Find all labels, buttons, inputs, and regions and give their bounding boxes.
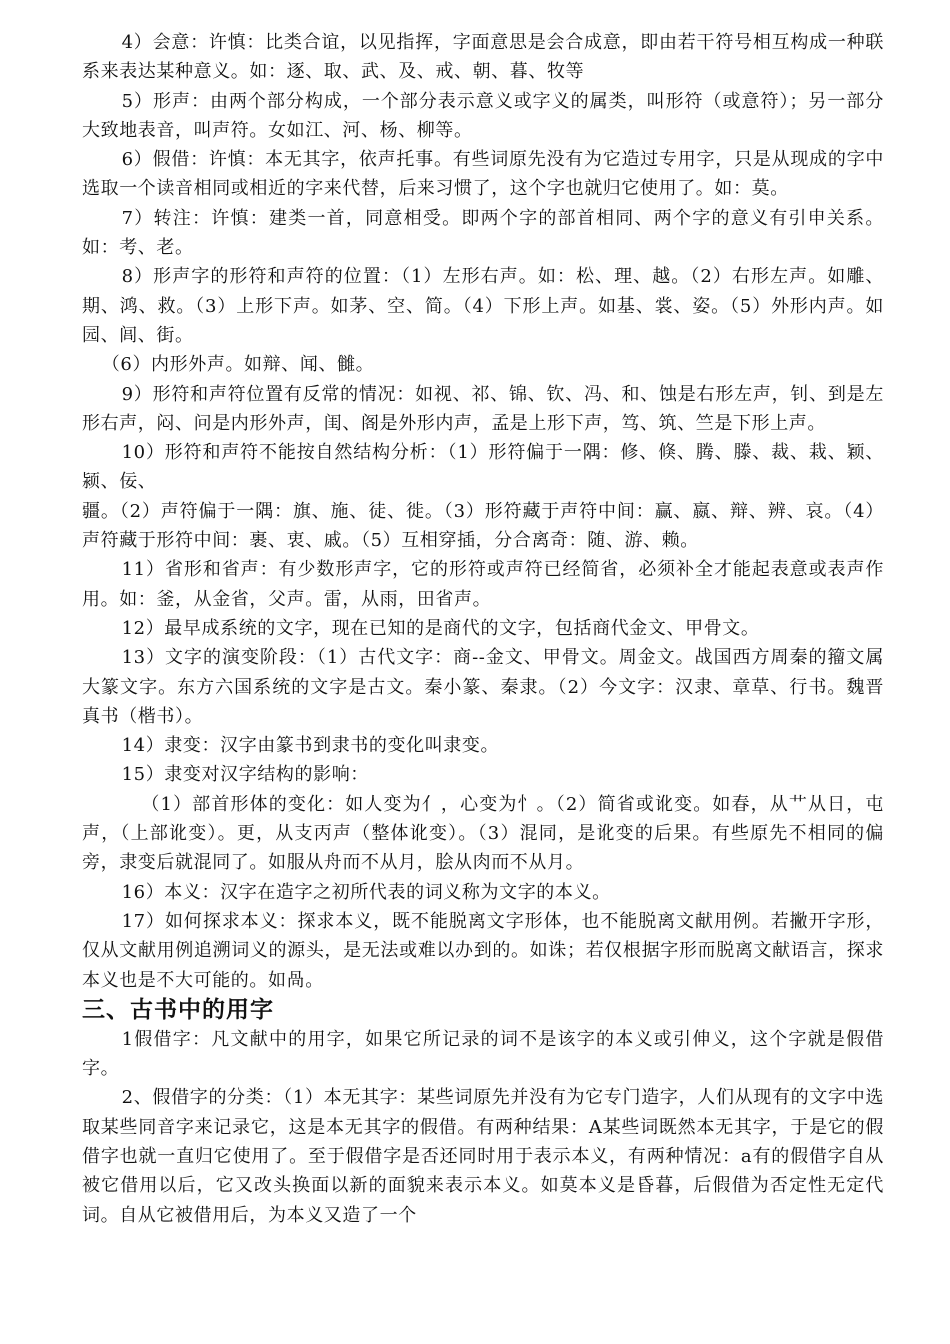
paragraph-4: 4）会意：许慎：比类合谊，以见指挥，字面意思是会合成意，即由若干符号相互构成一种联系来表达某种意义。如：逐、取、武、及、戒、朝、暮、牧等 [82, 32, 884, 83]
paragraph-6: 6）假借：许慎：本无其字，依声托事。有些词原先没有为它造过专用字，只是从现成的字中选取一个读音相同或相近的字来代替，后来习惯了，这个字也就归它使用了。如：莫。 [82, 149, 884, 200]
paragraph-8: 8）形声字的形符和声符的位置：（1）左形右声。如：松、理、越。（2）右形左声。如雕、期、鸿、救。（3）上形下声。如茅、空、简。（4）下形上声。如基、裳、姿。（5）外形内声。如园、闾、街。 [82, 266, 884, 346]
paragraph-5: 5）形声：由两个部分构成，一个部分表示意义或字义的属类，叫形符（或意符）；另一部分大致地表音，叫声符。女如江、河、杨、柳等。 [82, 90, 884, 141]
paragraph-13: 13）文字的演变阶段：（1）古代文字：商--金文、甲骨文。周金文。战国西方周秦的籀文属大篆文字。东方六国系统的文字是古文。秦小篆、秦隶。（2）今文字：汉隶、章草、行书。魏晋真书（楷书）。 [82, 647, 884, 727]
paragraph-10-continued: 疆。（2）声符偏于一隅：旗、施、徒、徙。（3）形符藏于声符中间：赢、嬴、辩、辨、哀。（4）声符藏于形符中间：裹、衷、戚。（5）互相穿插，分合离奇：随、游、赖。 [82, 500, 884, 552]
paragraph-loan-char-definition: 1假借字：凡文献中的用字，如果它所记录的词不是该字的本义或引伸义，这个字就是假借字。 [82, 1028, 884, 1080]
paragraph-15-detail: （1）部首形体的变化：如人变为亻，心变为忄。（2）简省或讹变。如春，从艹从日，屯声，（上部讹变）。更，从支丙声（整体讹变）。（3）混同，是讹变的后果。有些原先不相同的偏旁，隶变后就混同了。如服从舟而不从月，脍从肉而不从月。 [82, 793, 884, 874]
paragraph-7: 7）转注：许慎：建类一首，同意相受。即两个字的部首相同、两个字的意义有引申关系。如：考、老。 [82, 207, 884, 259]
paragraph-12: 12）最早成系统的文字，现在已知的是商代的文字，包括商代金文、甲骨文。 [121, 617, 760, 639]
paragraph-8-item-6: （6）内形外声。如辩、闻、雠。 [101, 354, 375, 376]
paragraph-11: 11）省形和省声：有少数形声字，它的形符或声符已经简省，必须补全才能起表意或表声作用。如：釜，从金省，父声。雷，从雨，田省声。 [82, 559, 884, 610]
paragraph-14: 14）隶变：汉字由篆书到隶书的变化叫隶变。 [121, 735, 500, 757]
paragraph-9: 9）形符和声符位置有反常的情况：如视、祁、锦、钦、冯、和、蚀是右形左声，钊、到是左形右声，闷、问是内形外声，闺、阁是外形内声，孟是上形下声，笃、筑、竺是下形上声。 [82, 383, 884, 434]
paragraph-loan-char-classification: 2、假借字的分类：（1）本无其字：某些词原先并没有为它专门造字，人们从现有的文字中选取某些同音字来记录它，这是本无其字的假借。有两种结果：A某些词既然本无其字，于是它的假借字也就一直归它使用了。至于假借字是否还同时用于表示本义，有两种情况：a有的假借字自从被它借用以后，它又改头换面以新的面貌来表示本义。如莫本义是昏暮，后假借为否定性无定代词。自从它被借用后，为本义又造了一个 [82, 1087, 884, 1226]
paragraph-15: 15）隶变对汉字结构的影响： [121, 764, 369, 786]
paragraph-16: 16）本义：汉字在造字之初所代表的词义称为文字的本义。 [121, 881, 611, 903]
paragraph-17: 17）如何探求本义：探求本义，既不能脱离文字形体，也不能脱离文献用例。若撇开字形，仅从文献用例追溯词义的源头，是无法或难以办到的。如诛；若仅根据字形而脱离文献语言，探求本义也是不大可能的。如咼。 [82, 910, 884, 991]
section-heading: 三、古书中的用字 [82, 995, 274, 1023]
paragraph-10: 10）形符和声符不能按自然结构分析：（1）形符偏于一隅：修、倏、腾、滕、裁、栽、颖、颍、佞、 [82, 442, 884, 493]
